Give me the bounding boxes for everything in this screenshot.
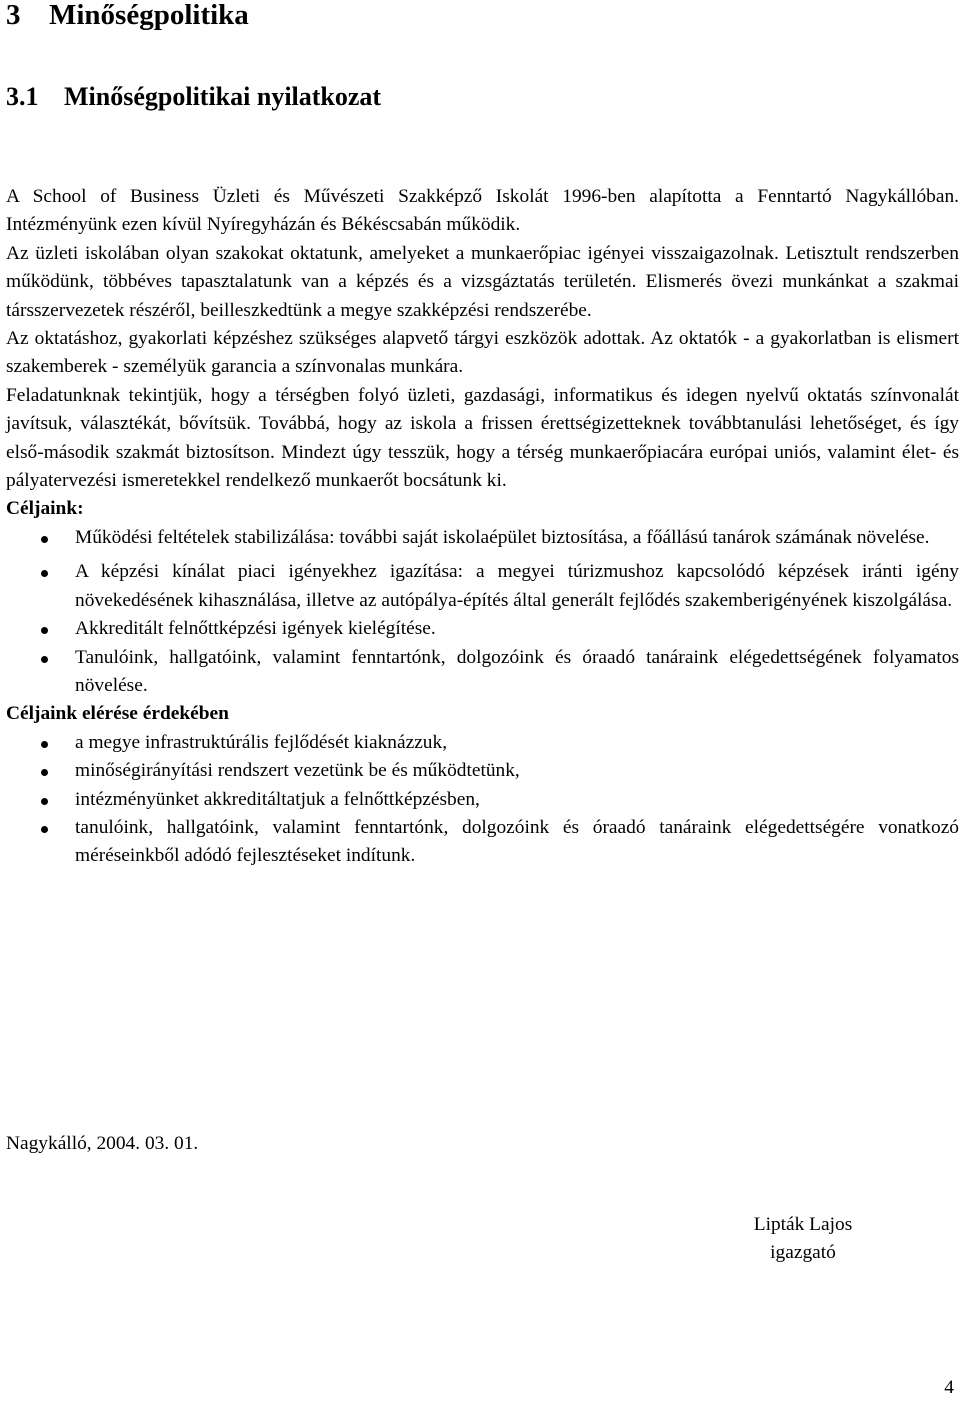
list-item <box>6 814 959 871</box>
signatory-title: igazgató <box>770 1242 836 1263</box>
list-item-text: Akkreditált felnőttképzési igények kielégítése. <box>75 618 436 640</box>
bullet-icon <box>41 656 48 663</box>
means-list <box>6 729 959 871</box>
list-item-text: A képzési kínálat piaci igényekhez igazítása: a megyei túrizmushoz kapcsolódó képzések iránti igény növekedésének kihasználása, illetve az autópálya-építés által generált fejlődés szakemberigényének kiszolgálása. <box>75 561 959 611</box>
bullet-icon <box>41 570 48 577</box>
page-number: 4 <box>944 1377 954 1398</box>
section-title: Minőségpolitikai nyilatkozat <box>64 82 382 111</box>
document-body <box>6 183 959 871</box>
signature-block <box>733 1211 873 1267</box>
bullet-icon <box>41 798 48 805</box>
list-item <box>6 786 959 814</box>
bullet-icon <box>41 536 48 543</box>
chapter-number: 3 <box>6 0 21 31</box>
paragraph-resources: Az oktatáshoz, gyakorlati képzéshez szükséges alapvető tárgyi eszközök adottak. Az oktatók - a gyakorlatban is elismert szakemberek - személyük garancia a színvonalas munkára. <box>6 328 959 378</box>
goals-heading: Céljaink: <box>6 498 84 520</box>
list-item-text: minőségirányítási rendszert vezetünk be és működtetünk, <box>75 760 520 782</box>
means-heading: Céljaink elérése érdekében <box>6 703 229 725</box>
goals-list <box>6 524 959 700</box>
list-item <box>6 615 959 643</box>
place-date: Nagykálló, 2004. 03. 01. <box>6 1133 199 1154</box>
paragraph-profile: Az üzleti iskolában olyan szakokat oktatunk, amelyeket a munkaerőpiac igényei visszaigazolnak. Letisztult rendszerben működünk, többéves tapasztalatunk van a képzés és a vizsgáztatás területén. Elismerés övezi munkánkat a szakmai társszervezetek részéről, beilleszkedtünk a megye szakképzési rendszerébe. <box>6 242 959 321</box>
bullet-icon <box>41 741 48 748</box>
bullet-icon <box>41 627 48 634</box>
list-item-text: intézményünket akkreditáltatjuk a felnőttképzésben, <box>75 788 480 810</box>
chapter-title: Minőségpolitika <box>49 0 249 31</box>
section-heading <box>6 81 381 113</box>
list-item <box>6 644 959 701</box>
chapter-heading <box>6 0 249 32</box>
list-item <box>6 524 959 552</box>
list-item-text: Működési feltételek stabilizálása: további saját iskolaépület biztosítása, a főállású tanárok számának növelése. <box>75 526 930 548</box>
bullet-icon <box>41 769 48 776</box>
paragraph-founding: A School of Business Üzleti és Művészeti Szakképző Iskolát 1996-ben alapította a Fenntartó Nagykállóban. Intézményünk ezen kívül Nyíregyházán és Békéscsabán működik. <box>6 186 959 236</box>
list-item <box>6 757 959 785</box>
signatory-name: Lipták Lajos <box>753 1214 853 1235</box>
list-item <box>6 558 959 615</box>
list-item-text: a megye infrastruktúrális fejlődését kiaknázzuk, <box>75 731 448 753</box>
list-item-text: tanulóink, hallgatóink, valamint fenntartónk, dolgozóink és óraadó tanáraink elégedettségére vonatkozó méréseinkből adódó fejlesztéseket indítunk. <box>75 816 959 867</box>
section-number: 3.1 <box>6 82 39 111</box>
list-item <box>6 729 959 757</box>
list-item-text: Tanulóink, hallgatóink, valamint fenntartónk, dolgozóink és óraadó tanáraink elégedettségének folyamatos növelése. <box>75 646 959 696</box>
bullet-icon <box>41 826 48 833</box>
paragraph-mission: Feladatunknak tekintjük, hogy a térségben folyó üzleti, gazdasági, informatikus és idegen nyelvű oktatás színvonalát javítsuk, választékát, bővítsük. Továbbá, hogy az iskola a frissen érettségizetteknek továbbtanulási lehetőséget, és így első-második szakmát biztosítson. Mindezt úgy tesszük, hogy a térség munkaerőpiacára európai uniós, valamint élet- és pályatervezési ismeretekkel rendelkező munkaerőt bocsátunk ki. <box>6 384 959 492</box>
